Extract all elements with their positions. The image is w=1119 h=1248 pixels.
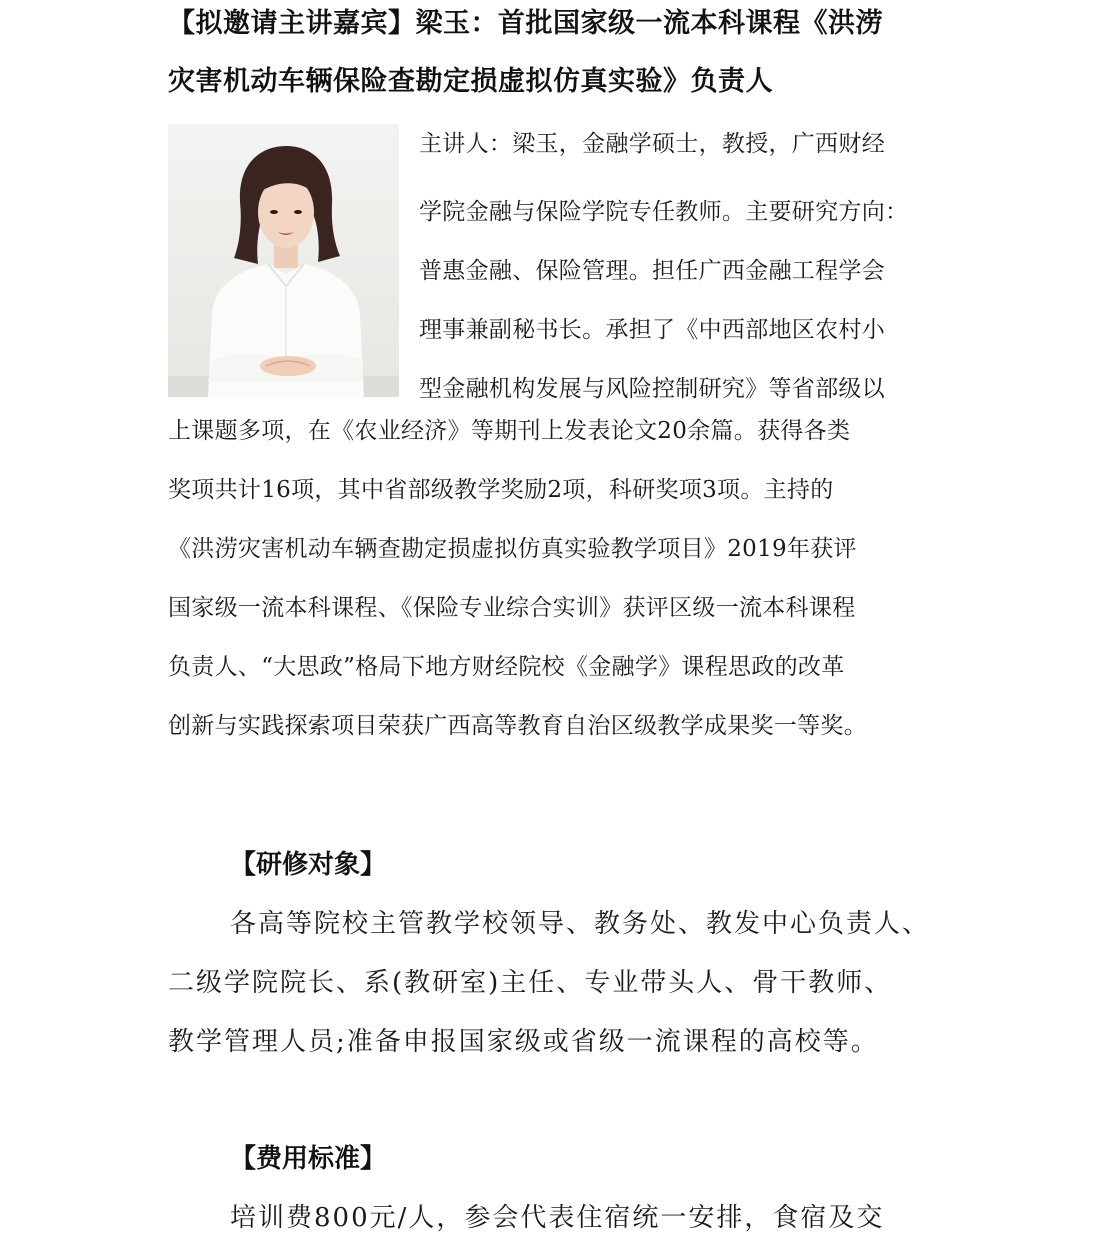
- speaker-bio-full-text: [168, 402, 952, 756]
- audience-section-body: [168, 895, 952, 1072]
- audience-line-2: 二级学院院长、系(教研室)主任、专业带头人、骨干教师、: [168, 968, 893, 998]
- bio-side-line-3: 普惠金融、保险管理。担任广西金融工程学会: [419, 258, 885, 284]
- bio-side-line-1: 主讲人：梁玉，金融学硕士，教授，广西财经: [419, 131, 885, 157]
- audience-line-3: 教学管理人员;准备申报国家级或省级一流课程的高校等。: [168, 1027, 879, 1057]
- document-page: [168, 0, 952, 1248]
- audience-line-1: 各高等院校主管教学校领导、教务处、教发中心负责人、: [230, 909, 931, 939]
- bio-full-line-1: 上课题多项，在《农业经济》等期刊上发表论文20余篇。获得各类: [168, 418, 851, 444]
- audience-section-title: 【研修对象】: [230, 850, 387, 880]
- fees-section-title: 【费用标准】: [230, 1144, 387, 1174]
- bio-full-line-3: 《洪涝灾害机动车辆查勘定损虚拟仿真实验教学项目》2019年获评: [168, 536, 857, 562]
- fees-section-body: [168, 1189, 952, 1248]
- bio-full-line-4: 国家级一流本科课程、《保险专业综合实训》获评区级一流本科课程: [168, 595, 856, 621]
- speaker-portrait: [168, 124, 399, 397]
- fees-line-1: 培训费800元/人，参会代表住宿统一安排，食宿及交: [230, 1203, 885, 1233]
- speaker-bio-side-text: [419, 124, 952, 419]
- bio-side-line-5: 型金融机构发展与风险控制研究》等省部级以: [419, 376, 885, 402]
- heading-line-2: 灾害机动车辆保险查勘定损虚拟仿真实验》负责人: [168, 66, 773, 97]
- bio-full-line-5: 负责人、“大思政”格局下地方财经院校《金融学》课程思政的改革: [168, 654, 845, 680]
- speaker-bio-block: [168, 124, 952, 409]
- bio-side-line-4: 理事兼副秘书长。承担了《中西部地区农村小: [419, 317, 885, 343]
- bio-full-line-6: 创新与实践探索项目荣获广西高等教育自治区级教学成果奖一等奖。: [168, 713, 867, 739]
- bio-full-line-2: 奖项共计16项，其中省部级教学奖励2项，科研奖项3项。主持的: [168, 477, 834, 503]
- bio-side-line-2: 学院金融与保险学院专任教师。主要研究方向：: [419, 199, 909, 225]
- heading-line-1: 【拟邀请主讲嘉宾】梁玉：首批国家级一流本科课程《洪涝: [168, 8, 883, 39]
